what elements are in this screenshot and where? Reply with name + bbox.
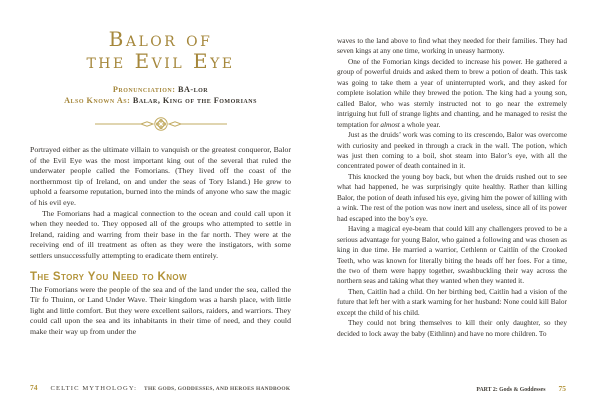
- celtic-knot-divider-icon: [91, 116, 231, 132]
- paragraph-knocked: This knocked the young boy back, but when the druids rushed out to see what had happened, he was surprisingly quite healthy. Rather than killing Balor, the potion of death infused his eye, giving him the power of killing with a wink. The rest of the potion was now inert and useless, since all of its power had escaped into the boy’s eye.: [337, 171, 567, 223]
- paragraph-waves: waves to the land above to find what they needed for their families. They had seven kings at any one time, working in uneasy harmony.: [337, 36, 567, 56]
- book-subtitle: THE GODS, GODDESSES, AND HEROES HANDBOOK: [144, 386, 291, 392]
- left-page-body: [30, 145, 291, 338]
- chapter-title: [30, 28, 291, 72]
- left-page-number: 74: [30, 383, 38, 392]
- also-known-as-value: Balar, King of the Fomorians: [132, 96, 257, 105]
- chapter-title-line1: Balor of: [108, 27, 213, 51]
- also-known-as-line: [30, 95, 291, 106]
- paragraph-potion-end: a whole year.: [399, 119, 441, 129]
- pronunciation-label: Pronunciation:: [112, 85, 176, 94]
- right-footer: [476, 378, 566, 396]
- paragraph-intro: Portrayed either as the ultimate villain to vanquish or the greatest conqueror, Balor of the Evil Eye was the most important king out of the several that ruled the underwater people called the Fomorians. (They lived off the coast of the northernmost tip of Ireland, on and under the seas of Tory Island.) He grew to uphold a fearsome reputation, burned into the minds of anyone who saw the magic of his evil eye.: [30, 145, 291, 207]
- paragraph-potion: [337, 57, 567, 130]
- paragraph-crescendo: Just as the druids’ work was coming to its crescendo, Balor was overcome with curiosity and peeked in through a crack in the wall. The potion, which was just then coming to a boil, shot steam into Balor’s eye, with all the concentrated power of death contained in it.: [337, 130, 567, 171]
- paragraph-potion-text: One of the Fomorian kings decided to increase his power. He gathered a group of powerful druids and asked them to brew a potion of death. This task was going to take them a year of uninterrupted work, and they asked for complete isolation while they brewed the potion. The king had a young son, called Balor, who was sternly instructed not to go near the extremely intriguing hut full of strange lights and chanting, and he managed to resist the temptation for: [337, 56, 567, 129]
- paragraph-daughter: They could not bring themselves to kill their only daughter, so they decided to lock away the baby (Eithlinn) and have no more children. To: [337, 318, 567, 338]
- paragraph-fomorians: The Fomorians had a magical connection to the ocean and could call upon it when they needed to. They opposed all of the groups who attempted to settle in Ireland, raiding and warring from their base in the far north. They were at the receiving end of ill treatment as often as they were the instigators, with some settlers unsuccessfully attempting to eradicate them entirely.: [30, 208, 291, 260]
- paragraph-eyebeam: Having a magical eye-beam that could kill any challengers proved to be a serious advantage for young Balor, who gained a following and was chosen as king in due time. He married a warrior, Cethlenn or Caitlín of the Crooked Teeth, who was known for literally biting the heads off her foes. For a time, the two of them were happy together, swashbuckling their way across the northern seas and taking what they wanted when they wanted it.: [337, 224, 567, 286]
- section-heading: The Story You Need to Know: [30, 270, 188, 283]
- chapter-title-line2: the Evil Eye: [86, 49, 235, 73]
- pronunciation-block: [30, 84, 291, 106]
- paragraph-caitlin-child: Then, Caitlín had a child. On her birthing bed, Caitlín had a vision of the future that left her with a stark warning for her husband: None could kill Balor except the child of his child.: [337, 286, 567, 317]
- right-page-number: 75: [558, 384, 566, 393]
- pronunciation-value: BA-lor: [178, 85, 209, 94]
- paragraph-story: The Fomorians were the people of the sea and of the land under the sea, called the Tír fo Thuinn, or Land Under Wave. Their kingdom was a harsh place, with little light and little comfort. But they were excellent sailors, raiders, and warriors. They could call upon the sea and its inhabitants in their time of need, and they could make their way up from under the: [30, 284, 291, 336]
- part-label: PART 2: Gods & Goddesses: [476, 387, 546, 393]
- book-title: CELTIC MYTHOLOGY:: [50, 385, 138, 392]
- left-footer: [30, 377, 290, 395]
- pronunciation-line: [30, 84, 291, 95]
- right-page: [337, 36, 567, 339]
- italic-word: almost: [380, 119, 400, 129]
- left-page: [30, 28, 291, 338]
- also-known-as-label: Also Known As:: [64, 96, 131, 105]
